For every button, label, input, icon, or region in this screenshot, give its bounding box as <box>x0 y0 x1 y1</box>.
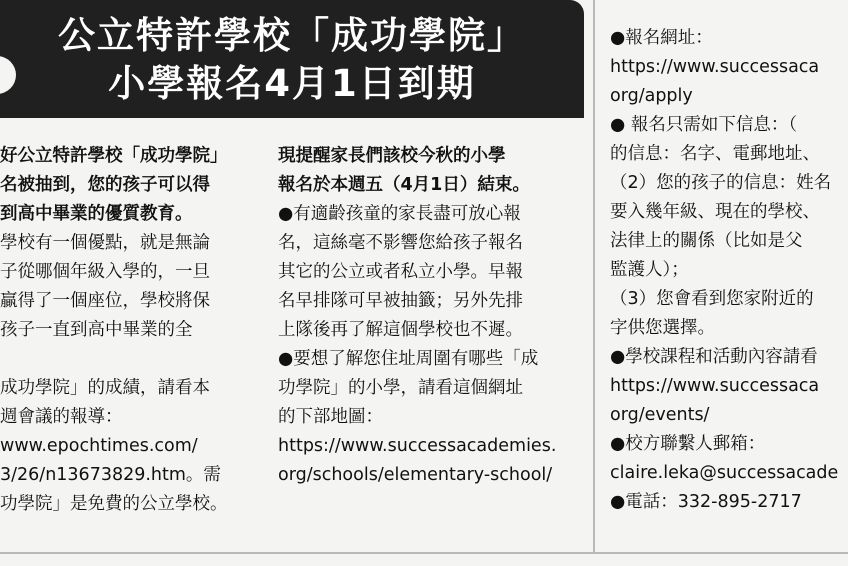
column3-line: 的信息：名字、電郵地址、 <box>610 144 820 164</box>
column3-line: org/apply <box>610 86 693 106</box>
column2-line: 報名於本週五（4月1日）結束。 <box>278 175 530 195</box>
column3-line: （2）您的孩子的信息：姓名 <box>610 173 832 193</box>
column3-line: 要入幾年級、現在的學校、 <box>610 202 820 222</box>
article-column-2 <box>278 142 578 490</box>
column3-line: ●校方聯繫人郵箱： <box>610 434 766 454</box>
column2-line: ●有適齡孩童的家長盡可放心報 <box>278 204 521 224</box>
column1-line: 功學院」是免費的公立學校。 <box>0 494 228 514</box>
column2-line: 名，這絲毫不影響您給孩子報名 <box>278 233 523 253</box>
column1-line: www.epochtimes.com/ <box>0 436 198 456</box>
column2-line: 的下部地圖： <box>278 407 383 427</box>
column3-line: org/events/ <box>610 405 710 425</box>
column1-line <box>0 345 250 374</box>
headline-line-2: 小學報名4月1日到期 <box>108 62 476 105</box>
column2-line: 現提醒家長們該校今秋的小學 <box>278 146 506 166</box>
column-divider-vertical <box>593 0 595 552</box>
column2-line: 其它的公立或者私立小學。早報 <box>278 262 523 282</box>
column2-line: org/schools/elementary-school/ <box>278 465 553 485</box>
page-divider-horizontal <box>0 552 848 554</box>
column3-line: 字供您選擇。 <box>610 318 715 338</box>
column3-line: https://www.successaca <box>610 57 820 77</box>
column3-line: claire.leka@successacade <box>610 463 839 483</box>
column1-line: 子從哪個年級入學的，一旦 <box>0 262 210 282</box>
column1-line: 週會議的報導： <box>0 407 123 427</box>
headline-banner <box>0 0 584 118</box>
column2-line: ●要想了解您住址周圍有哪些「成 <box>278 349 539 369</box>
column3-line: （3）您會看到您家附近的 <box>610 289 814 309</box>
column3-line: ●學校課程和活動內容請看 <box>610 347 818 367</box>
column2-line: 上隊後再了解這個學校也不遲。 <box>278 320 523 340</box>
article-column-3 <box>610 24 848 517</box>
column1-line: 贏得了一個座位，學校將保 <box>0 291 210 311</box>
column3-line: 法律上的關係（比如是父 <box>610 231 803 251</box>
column1-line: 名被抽到，您的孩子可以得 <box>0 175 210 195</box>
column3-line: ● 報名只需如下信息：（ <box>610 115 798 135</box>
column1-line: 孩子一直到高中畢業的全 <box>0 320 193 340</box>
headline-line-1: 公立特許學校「成功學院」 <box>58 14 526 57</box>
column1-line: 3/26/n13673829.htm。需 <box>0 465 221 485</box>
column3-line: 監護人）； <box>610 260 689 280</box>
column3-line: ●電話：332-895-2717 <box>610 492 802 512</box>
column2-line: 名早排隊可早被抽籤；另外先排 <box>278 291 523 311</box>
column2-line: https://www.successacademies. <box>278 436 557 456</box>
column1-line: 到高中畢業的優質教育。 <box>0 204 193 224</box>
column1-line: 成功學院」的成績，請看本 <box>0 378 210 398</box>
column3-line: ●報名網址： <box>610 28 713 48</box>
column2-line: 功學院」的小學，請看這個網址 <box>278 378 523 398</box>
column1-line: 學校有一個優點，就是無論 <box>0 233 210 253</box>
column1-line: 好公立特許學校「成功學院」 <box>0 146 228 166</box>
article-column-1 <box>0 142 250 519</box>
column3-line: https://www.successaca <box>610 376 820 396</box>
